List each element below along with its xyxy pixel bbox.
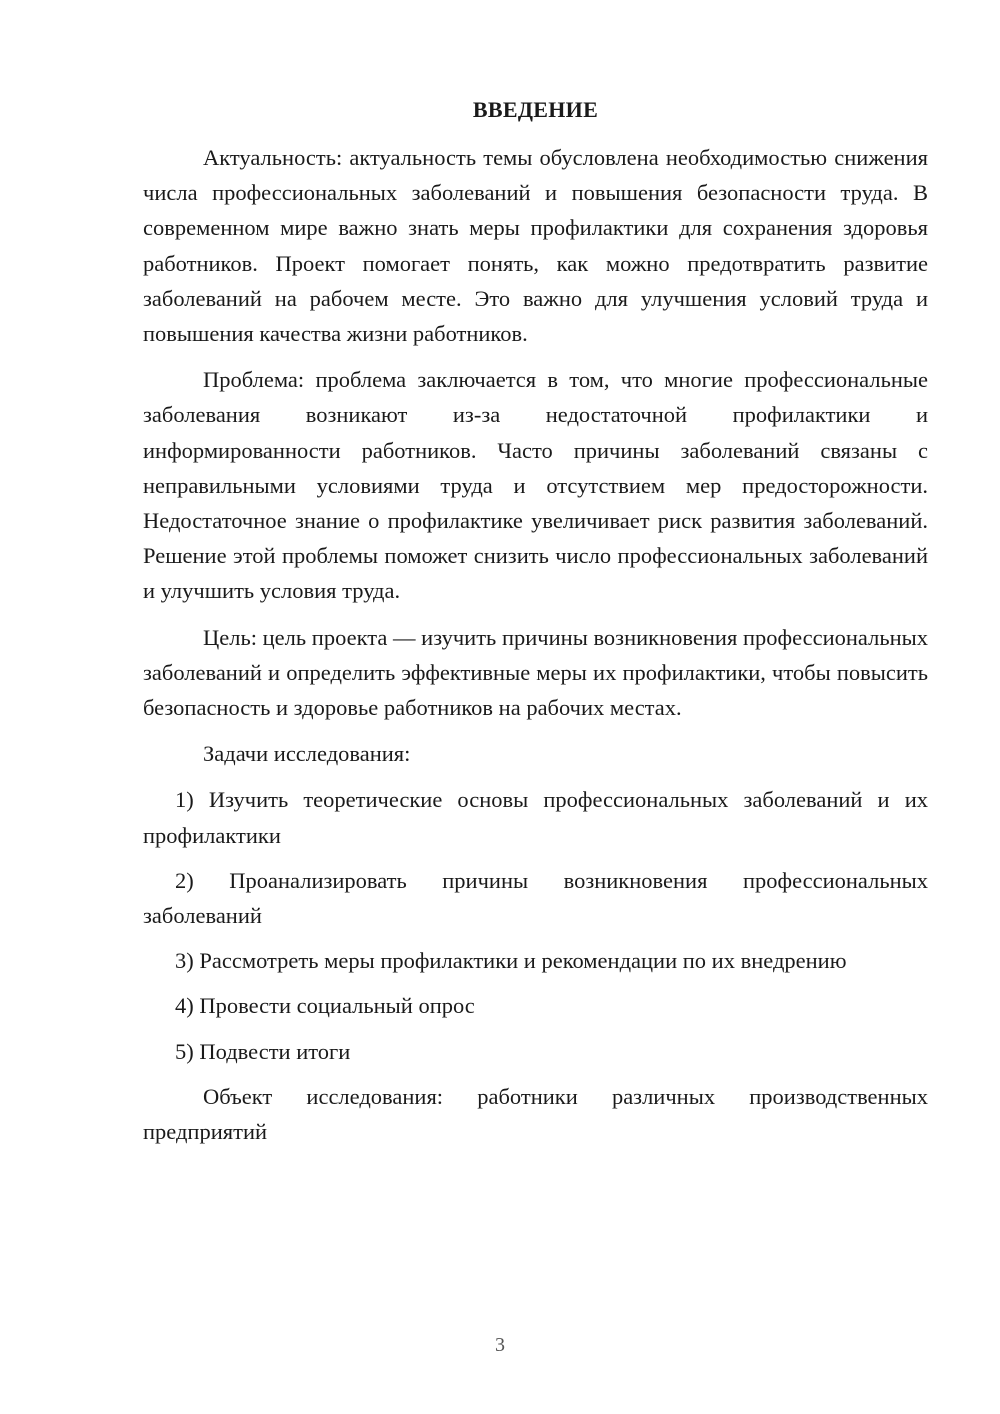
task-item: 3) Рассмотреть меры профилактики и рекомендации по их внедрению xyxy=(175,948,847,974)
problem-paragraph: Проблема: проблема заключается в том, что многие профессиональные заболевания возникают из-за недостаточной профилактики и информированности работников. Часто причины заболеваний связаны с неправильными условиями труда и отсутствием мер предосторожности. Недостаточное знание о профилактике увеличивает риск развития заболеваний. Решение этой проблемы поможет снизить число профессиональных заболеваний и улучшить условия труда. xyxy=(143,367,928,604)
relevance-paragraph: Актуальность: актуальность темы обусловлена необходимостью снижения числа профессиональных заболеваний и повышения безопасности труда. В современном мире важно знать меры профилактики для сохранения здоровья работников. Проект помогает понять, как можно предотвратить развитие заболеваний на рабочем месте. Это важно для улучшения условий труда и повышения качества жизни работников. xyxy=(143,145,928,347)
task-item: 5) Подвести итоги xyxy=(175,1038,351,1064)
document-page xyxy=(143,92,928,1160)
task-item: 2) Проанализировать причины возникновения профессиональных заболеваний xyxy=(143,867,928,929)
object-paragraph: Объект исследования: работники различных производственных предприятий xyxy=(143,1083,928,1145)
task-item: 4) Провести социальный опрос xyxy=(175,993,475,1019)
page-number: 3 xyxy=(495,1334,505,1356)
goal-paragraph: Цель: цель проекта — изучить причины возникновения профессиональных заболеваний и определить эффективные меры их профилактики, чтобы повысить безопасность и здоровье работников на рабочих местах. xyxy=(143,624,928,721)
section-title: ВВЕДЕНИЕ xyxy=(472,97,599,122)
tasks-heading: Задачи исследования: xyxy=(203,741,411,767)
task-item: 1) Изучить теоретические основы профессиональных заболеваний и их профилактики xyxy=(143,787,928,848)
